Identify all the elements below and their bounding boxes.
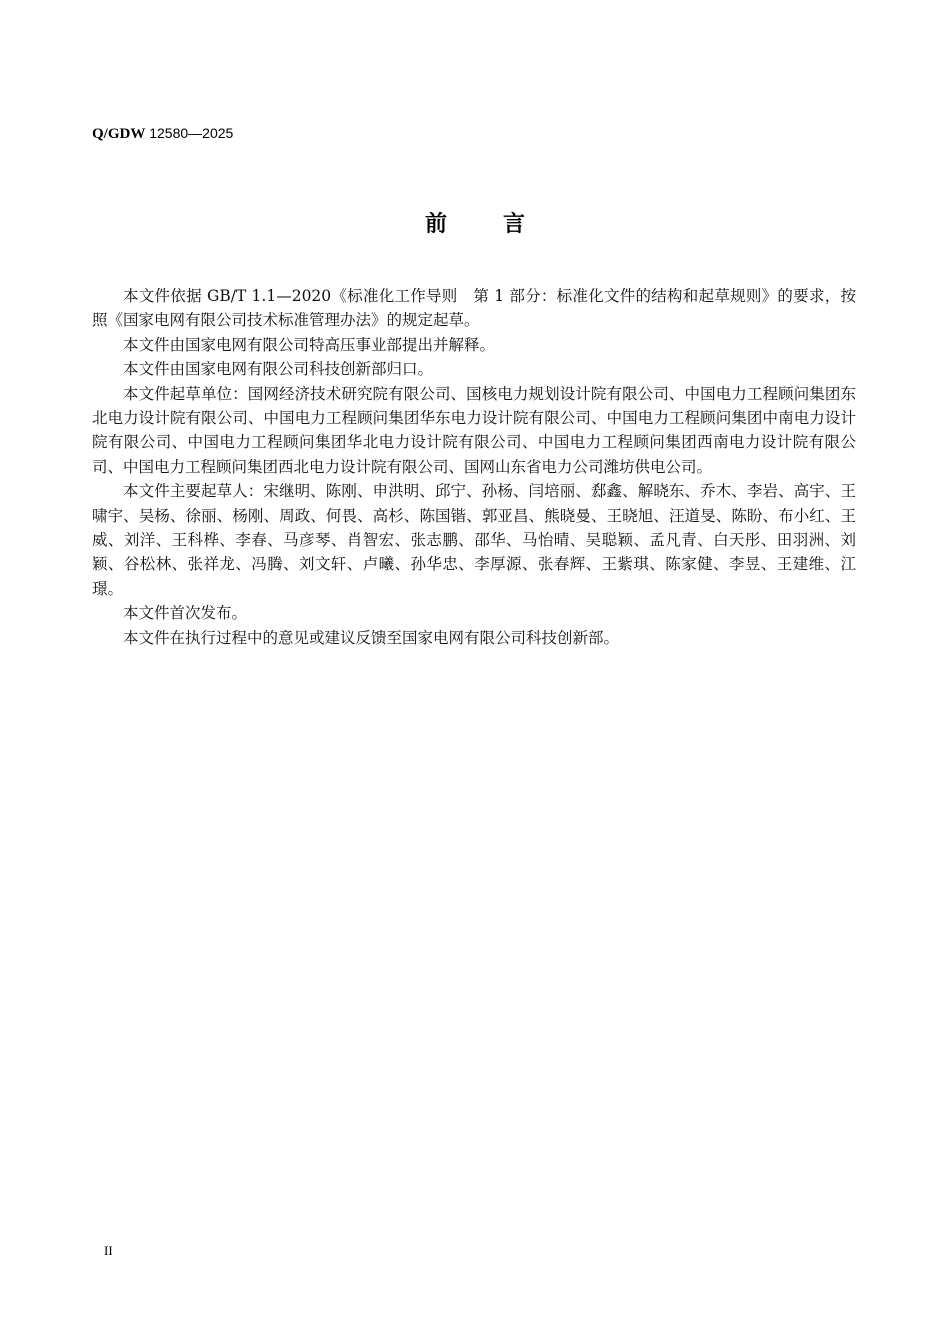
page-number: II xyxy=(104,1243,113,1258)
paragraph-feedback: 本文件在执行过程中的意见或建议反馈至国家电网有限公司科技创新部。 xyxy=(123,628,620,647)
paragraph-first-release: 本文件首次发布。 xyxy=(123,604,248,623)
foreword-body xyxy=(92,284,856,650)
paragraph-drafters: 本文件主要起草人：宋继明、陈刚、申洪明、邱宁、孙杨、闫培丽、郄鑫、解晓东、乔木、李岩、高宇、王啸宇、吴杨、徐丽、杨刚、周政、何畏、高杉、陈国锴、郭亚昌、熊晓曼、王晓旭、汪道旻、陈盼、布小红、王威、刘洋、王科桦、李春、马彦琴、肖智宏、张志鹏、邵华、马怡晴、吴聪颖、孟凡青、白天彤、田羽洲、刘颖、谷松林、张祥龙、冯腾、刘文轩、卢曦、孙华忠、李厚源、张春辉、王紫琪、陈家健、李昱、王建维、江璟。 xyxy=(92,482,856,598)
document-code-prefix: Q/GDW xyxy=(92,126,146,142)
paragraph-drafting-basis: 本文件依据 GB/T 1.1—2020《标准化工作导则 第 1 部分：标准化文件的结构和起草规则》的要求，按照《国家电网有限公司技术标准管理办法》的规定起草。 xyxy=(92,287,856,330)
page-title xyxy=(0,207,950,238)
paragraph-drafting-units: 本文件起草单位：国网经济技术研究院有限公司、国核电力规划设计院有限公司、中国电力工程顾问集团东北电力设计院有限公司、中国电力工程顾问集团华东电力设计院有限公司、中国电力工程顾问集团中南电力设计院有限公司、中国电力工程顾问集团华北电力设计院有限公司、中国电力工程顾问集团西南电力设计院有限公司、中国电力工程顾问集团西北电力设计院有限公司、国网山东省电力公司潍坊供电公司。 xyxy=(92,384,856,476)
page-title-char-1: 前 xyxy=(424,212,447,237)
page-title-char-2: 言 xyxy=(503,212,526,237)
paragraph-administrator: 本文件由国家电网有限公司科技创新部归口。 xyxy=(123,360,434,379)
paragraph-proposer: 本文件由国家电网有限公司特高压事业部提出并解释。 xyxy=(123,335,496,354)
document-code xyxy=(92,125,233,143)
document-code-number: 12580—2025 xyxy=(145,125,234,141)
